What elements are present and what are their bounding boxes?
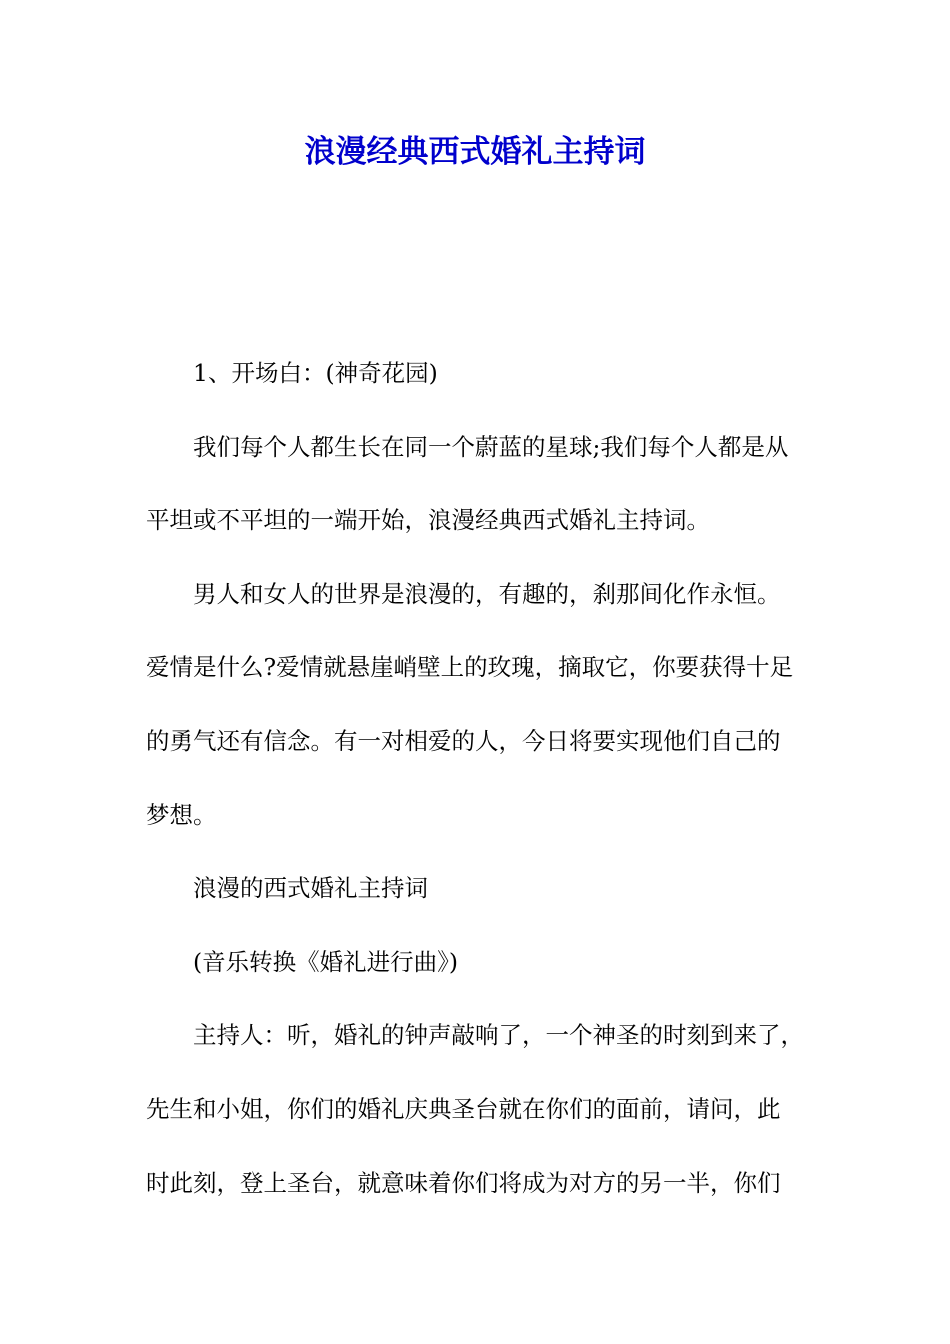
section-heading-opening: 1、开场白：(神奇花园) [193, 359, 438, 387]
paragraph-line: 我们每个人都生长在同一个蔚蓝的星球;我们每个人都是从 [193, 432, 789, 461]
paragraph-line: 爱情是什么?爱情就悬崖峭壁上的玫瑰，摘取它，你要获得十足 [146, 653, 794, 682]
paragraph-line: 男人和女人的世界是浪漫的，有趣的，刹那间化作永恒。 [193, 579, 781, 608]
stage-direction-line: (音乐转换《婚礼进行曲》) [193, 947, 459, 976]
paragraph-line: 的勇气还有信念。有一对相爱的人，今日将要实现他们自己的 [146, 726, 781, 755]
paragraph-line: 平坦或不平坦的一端开始，浪漫经典西式婚礼主持词。 [146, 506, 710, 535]
paragraph-line: 梦想。 [146, 800, 217, 829]
paragraph-line: 先生和小姐，你们的婚礼庆典圣台就在你们的面前，请问，此 [146, 1094, 781, 1123]
document-title: 浪漫经典西式婚礼主持词 [304, 134, 646, 170]
subheading-line: 浪漫的西式婚礼主持词 [193, 874, 428, 903]
paragraph-line: 时此刻，登上圣台，就意味着你们将成为对方的另一半，你们 [146, 1168, 781, 1197]
document-body [146, 337, 826, 1220]
paragraph-line: 主持人：听，婚礼的钟声敲响了，一个神圣的时刻到来了， [193, 1021, 804, 1050]
